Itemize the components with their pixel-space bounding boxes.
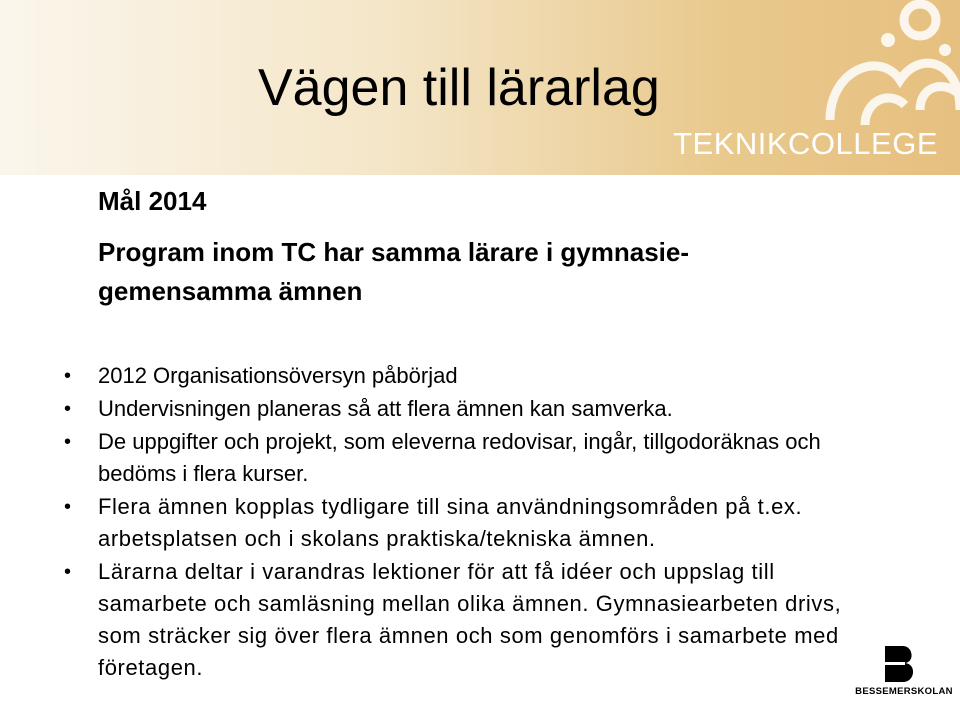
- bullet-item: [60, 426, 880, 490]
- bessemerskolan-logo: [848, 644, 960, 700]
- bullet-text: Flera ämnen kopplas tydligare till sina användningsområden på t.ex. arbetsplatsen och i skolans praktiska/tekniska ämnen.: [98, 494, 803, 551]
- bullet-text: Undervisningen planeras så att flera ämnen kan samverka.: [98, 396, 673, 421]
- letter-b-logo-icon: [881, 644, 921, 684]
- bullet-item: [60, 491, 880, 555]
- goal-heading-text: Program inom TC har samma lärare i gymnasie- gemensamma ämnen: [98, 237, 689, 306]
- slide-title: Vägen till lärarlag: [258, 59, 660, 117]
- bullet-dot-icon: •: [64, 431, 72, 453]
- bullet-dot-icon: •: [64, 365, 72, 387]
- bullet-text: Lärarna deltar i varandras lektioner för att få idéer och uppslag till samarbete och samläsning mellan olika ämnen. Gymnasiearbeten drivs, som sträcker sig över flera ämnen och som genomförs i samarbete med företagen.: [98, 559, 842, 680]
- bullet-dot-icon: •: [64, 496, 72, 518]
- teknikcollege-brand-text: TEKNIKCOLLEGE: [673, 126, 938, 161]
- footer-logo-name: BESSEMERSKOLAN: [855, 686, 953, 697]
- bullet-item: [60, 556, 880, 684]
- bullet-text: De uppgifter och projekt, som eleverna redovisar, ingår, tillgodoräknas och bedöms i flera kurser.: [98, 429, 821, 486]
- bullet-dot-icon: •: [64, 398, 72, 420]
- goal-label: Mål 2014: [98, 186, 207, 216]
- bullet-list: [60, 360, 880, 685]
- bullet-item: [60, 393, 880, 425]
- bullet-dot-icon: •: [64, 561, 72, 583]
- bullet-item: [60, 360, 880, 392]
- goal-heading: [98, 233, 858, 311]
- bullet-text: 2012 Organisationsöversyn påbörjad: [98, 363, 458, 388]
